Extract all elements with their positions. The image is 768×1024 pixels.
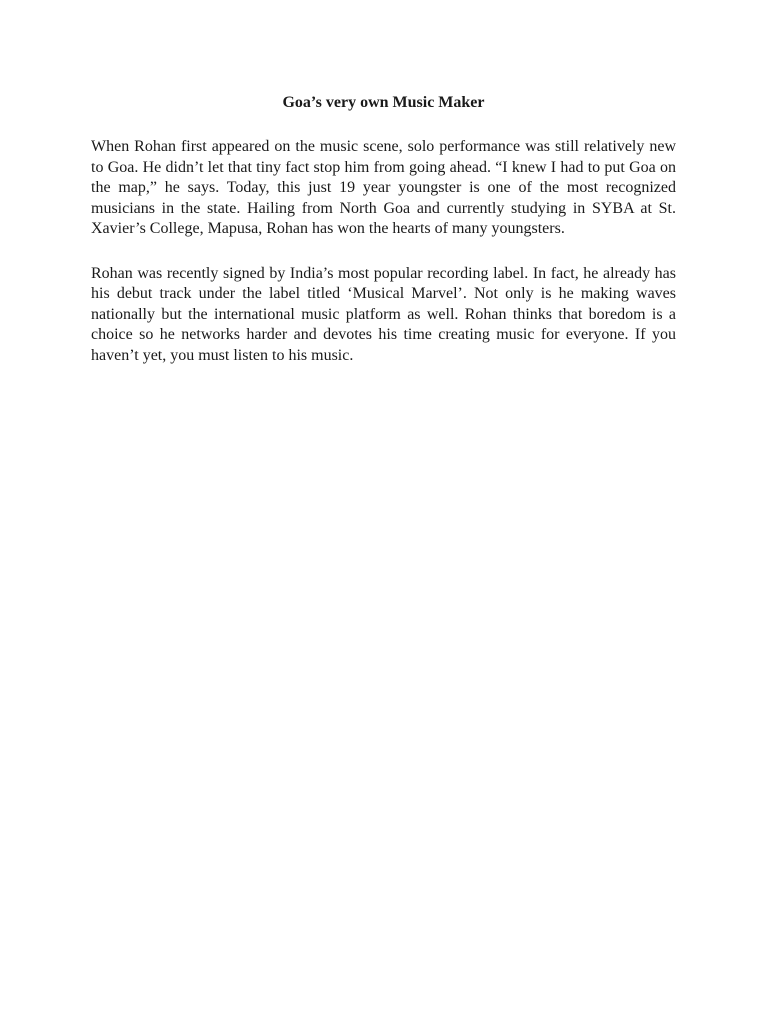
article-title: Goa’s very own Music Maker xyxy=(282,94,485,111)
document-body xyxy=(91,93,676,390)
paragraph-2: Rohan was recently signed by India’s most popular recording label. In fact, he already has his debut track under the label titled ‘Musical Marvel’. Not only is he making waves nationally but the international music platform as well. Rohan thinks that boredom is a choice so he networks harder and devotes his time creating music for everyone. If you haven’t yet, you must listen to his music. xyxy=(91,264,676,364)
paragraph-1: When Rohan first appeared on the music scene, solo performance was still relatively new to Goa. He didn’t let that tiny fact stop him from going ahead. “I knew I had to put Goa on the map,” he says. Today, this just 19 year youngster is one of the most recognized musicians in the state. Hailing from North Goa and currently studying in SYBA at St. Xavier’s College, Mapusa, Rohan has won the hearts of many youngsters. xyxy=(91,138,676,237)
